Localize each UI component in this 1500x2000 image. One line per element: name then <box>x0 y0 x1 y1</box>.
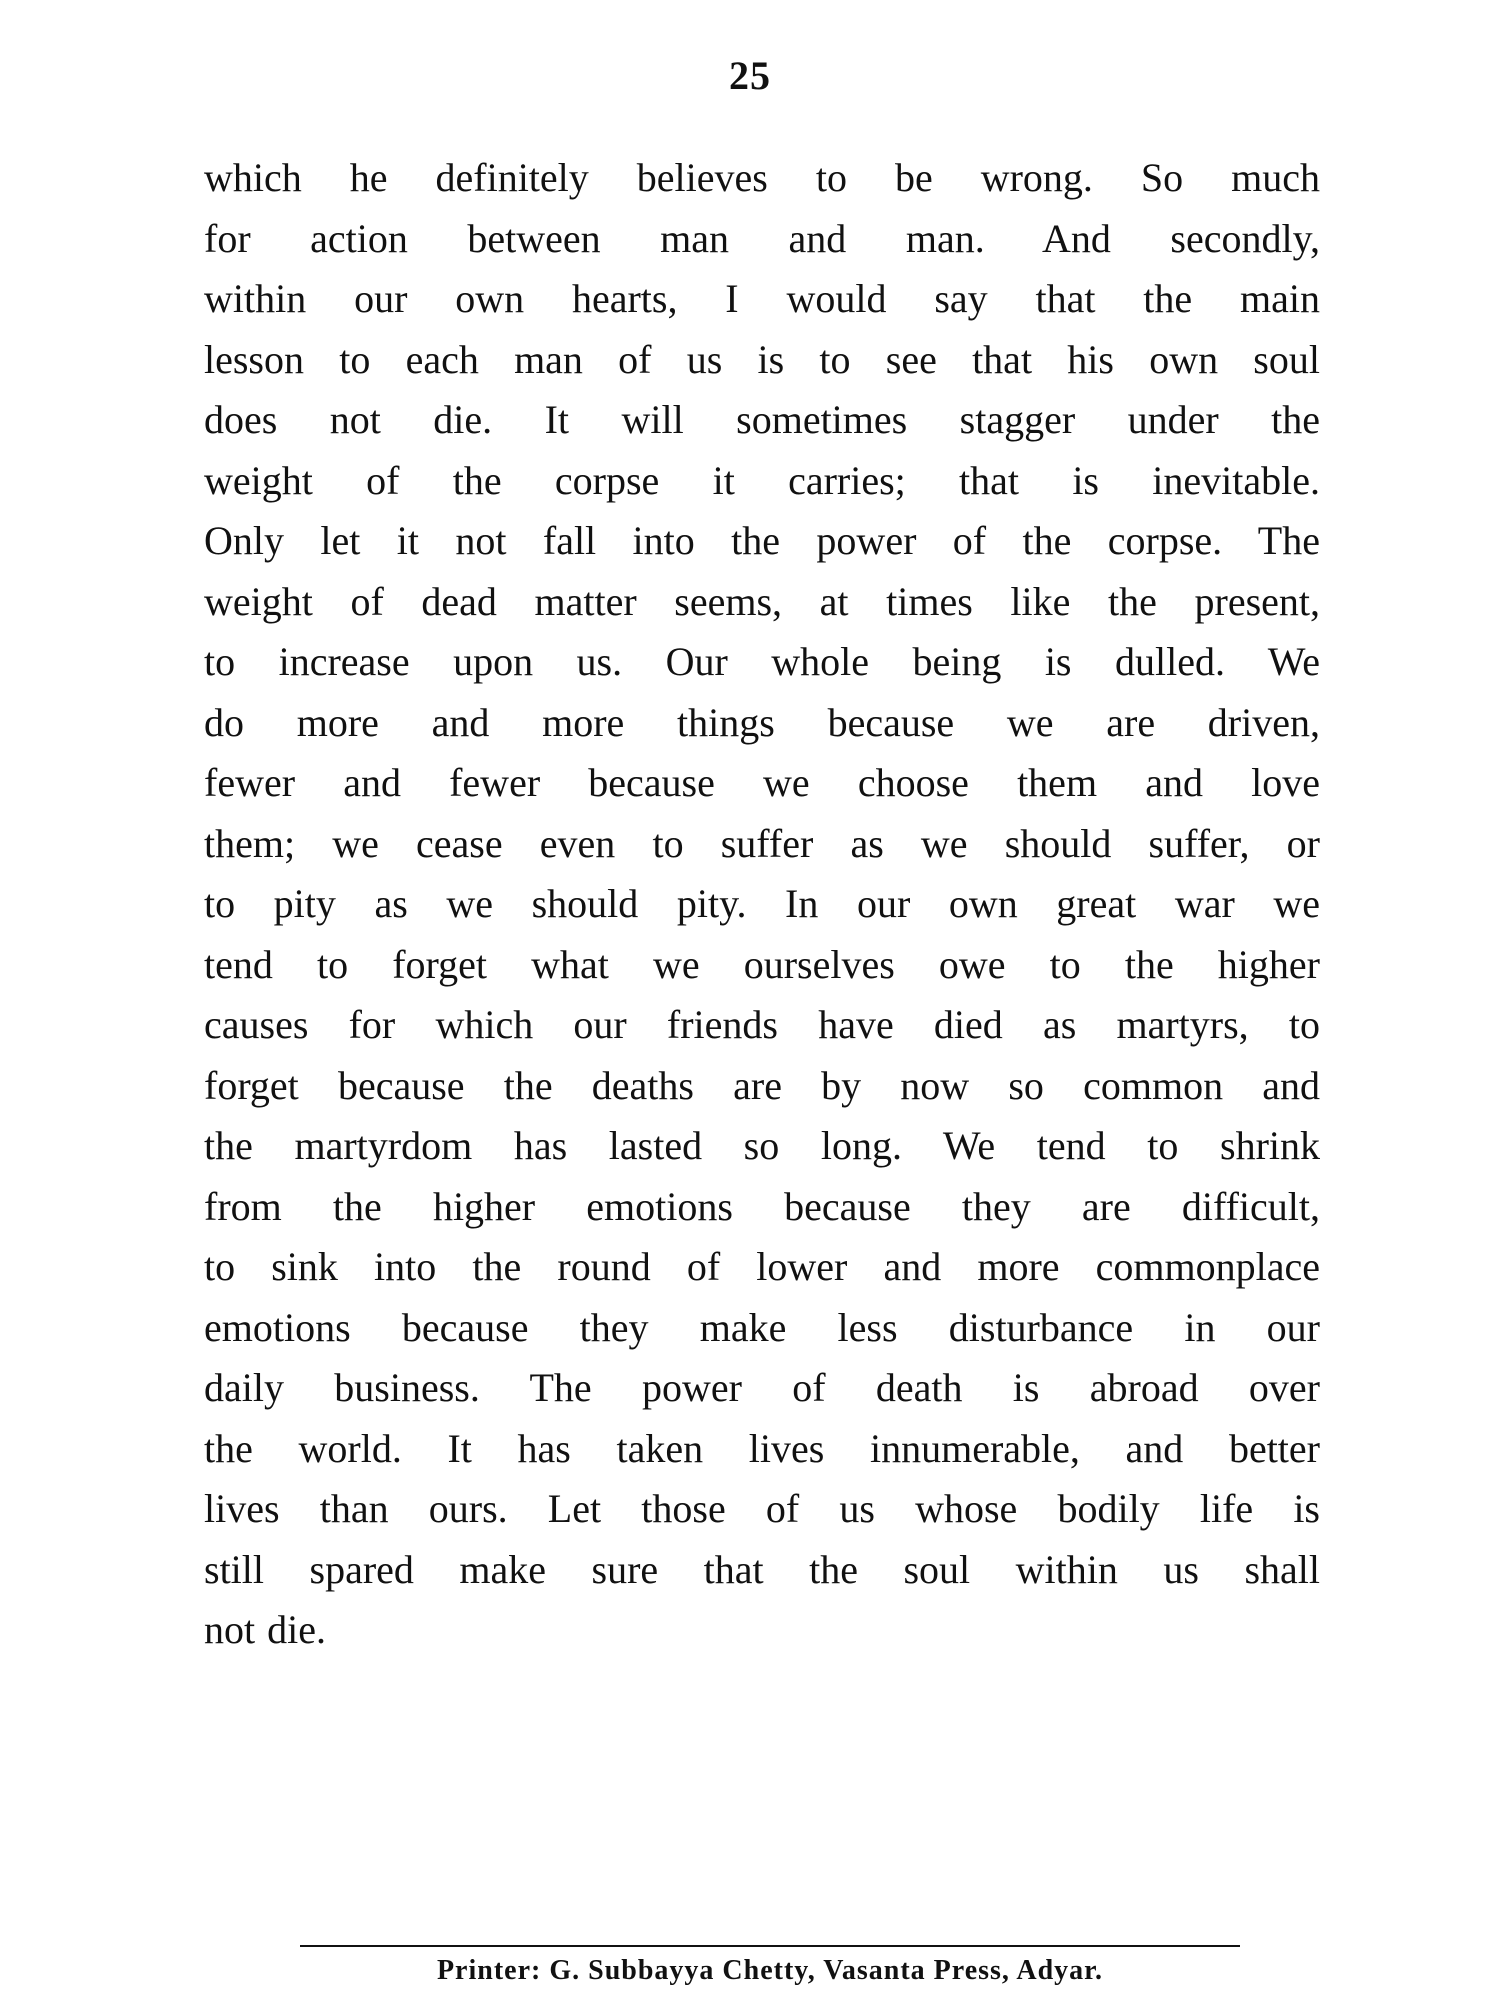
text-line: to pity as we should pity. In our own great war we <box>204 881 1320 926</box>
body-text <box>204 148 1320 1661</box>
text-line: emotions because they make less disturbance in our <box>204 1304 1320 1350</box>
text-line: them; we cease even to suffer as we should suffer, or <box>204 820 1320 866</box>
text-line: to increase upon us. Our whole being is dulled. We <box>204 639 1320 684</box>
text-line: does not die. It will sometimes stagger under the <box>204 397 1320 442</box>
text-line: lives than ours. Let those of us whose bodily life is <box>204 1486 1320 1531</box>
imprint-text: Printer: G. Subbayya Chetty, Vasanta Press, Adyar. <box>436 1955 1104 1986</box>
text-line: for action between man and man. And secondly, <box>204 215 1320 261</box>
text-line: Only let it not fall into the power of the corpse. The <box>204 518 1320 563</box>
text-line: tend to forget what we ourselves owe to the higher <box>204 941 1320 987</box>
text-line: do more and more things because we are driven, <box>204 699 1320 745</box>
text-line: which he definitely believes to be wrong. So much <box>204 155 1320 200</box>
text-line: forget because the deaths are by now so common and <box>204 1062 1320 1108</box>
text-line: to sink into the round of lower and more commonplace <box>204 1244 1320 1289</box>
text-line: lesson to each man of us is to see that his own soul <box>204 336 1320 382</box>
text-line-final: not die. <box>204 1607 326 1652</box>
text-line: the world. It has taken lives innumerable, and better <box>204 1425 1320 1471</box>
text-line: still spared make sure that the soul within us shall <box>204 1546 1320 1592</box>
text-line: within our own hearts, I would say that the main <box>204 276 1320 321</box>
text-line: the martyrdom has lasted so long. We tend to shrink <box>204 1123 1320 1168</box>
text-line: fewer and fewer because we choose them and love <box>204 760 1320 805</box>
page-number: 25 <box>729 53 771 98</box>
text-line: causes for which our friends have died as martyrs, to <box>204 1002 1320 1047</box>
text-line: from the higher emotions because they are difficult, <box>204 1183 1320 1229</box>
imprint-rule <box>300 1945 1240 1947</box>
text-line: daily business. The power of death is abroad over <box>204 1365 1320 1410</box>
text-line: weight of dead matter seems, at times like the present, <box>204 578 1320 624</box>
text-line: weight of the corpse it carries; that is inevitable. <box>204 457 1320 503</box>
printer-imprint <box>300 1945 1240 1987</box>
